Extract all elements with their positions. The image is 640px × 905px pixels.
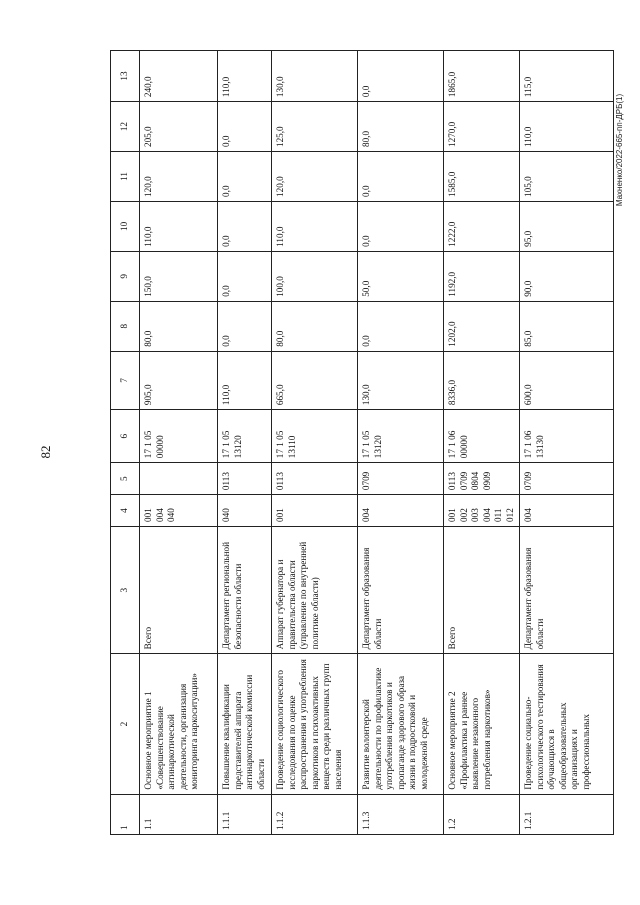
code-line: 001 <box>447 508 457 522</box>
table-row <box>358 51 444 835</box>
executor-cell: Департамент образования области <box>358 526 444 653</box>
table-row <box>272 51 358 835</box>
column-header: 9 <box>111 251 140 301</box>
code-line: 0113 <box>221 472 231 491</box>
code-line: 0113 <box>447 472 457 491</box>
year-amount-cell: 1202,0 <box>444 301 520 351</box>
target-article-cell: 17 1 06 00000 <box>444 410 520 463</box>
table-row <box>520 51 614 835</box>
year-amount-cell: 85,0 <box>520 301 614 351</box>
activity-name-cell: Проведение социально-психологического тестирования обучающихся в общеобразовательных организациях и профессиональных <box>520 654 614 794</box>
code-line: 004 <box>361 508 371 522</box>
column-header: 1 <box>111 794 140 834</box>
column-header: 2 <box>111 654 140 794</box>
column-header: 4 <box>111 495 140 527</box>
column-header: 10 <box>111 201 140 251</box>
year-amount-cell: 120,0 <box>140 152 218 202</box>
grbs-code-cell <box>520 495 614 527</box>
activity-name-cell: Повышение квалификации представителей аппарата антинаркотической комиссии области <box>218 654 272 794</box>
activity-name-cell: Основное мероприятие 2 «Профилактика и раннее выявление незаконного потребления наркотиков» <box>444 654 520 794</box>
year-amount-cell: 0,0 <box>358 51 444 102</box>
code-line: 0709 <box>523 471 533 491</box>
grbs-code-cell <box>140 495 218 527</box>
executor-cell: Департамент образования области <box>520 526 614 653</box>
year-amount-cell: 115,0 <box>520 51 614 102</box>
grbs-code-cell <box>272 495 358 527</box>
year-amount-cell: 110,0 <box>272 201 358 251</box>
total-amount-cell: 665,0 <box>272 351 358 409</box>
row-number-cell: 1.2.1 <box>520 794 614 834</box>
executor-cell: Аппарат губернатора и правительства области (управление по внутренней политике области) <box>272 526 358 653</box>
column-header: 12 <box>111 102 140 152</box>
column-header: 6 <box>111 410 140 463</box>
table-row <box>218 51 272 835</box>
target-article-cell: 17 1 05 00000 <box>140 410 218 463</box>
total-amount-cell: 130,0 <box>358 351 444 409</box>
year-amount-cell: 0,0 <box>218 251 272 301</box>
row-number-cell: 1.1.2 <box>272 794 358 834</box>
table-row <box>444 51 520 835</box>
grbs-code-cell <box>218 495 272 527</box>
code-line: 002 <box>458 508 469 522</box>
row-number-cell: 1.1 <box>140 794 218 834</box>
row-number-cell: 1.1.3 <box>358 794 444 834</box>
row-number-cell: 1.2 <box>444 794 520 834</box>
code-line: 001 <box>143 508 153 522</box>
total-amount-cell: 600,0 <box>520 351 614 409</box>
total-amount-cell: 8336,0 <box>444 351 520 409</box>
year-amount-cell: 80,0 <box>140 301 218 351</box>
code-line: 004 <box>523 508 533 522</box>
target-article-cell: 17 1 05 13110 <box>272 410 358 463</box>
column-header: 8 <box>111 301 140 351</box>
table-row <box>140 51 218 835</box>
target-article-cell: 17 1 05 13120 <box>358 410 444 463</box>
year-amount-cell: 110,0 <box>140 201 218 251</box>
activity-name-cell: Основное мероприятие 1 «Совершенствование антинаркотической деятельности, организация мониторинга наркоситуации» <box>140 654 218 794</box>
section-code-cell <box>358 463 444 495</box>
year-amount-cell: 1222,0 <box>444 201 520 251</box>
code-line: 0804 <box>470 471 480 491</box>
executor-cell: Департамент региональной безопасности области <box>218 526 272 653</box>
code-line: 011 <box>493 508 503 522</box>
total-amount-cell: 905,0 <box>140 351 218 409</box>
year-amount-cell: 50,0 <box>358 251 444 301</box>
column-header: 11 <box>111 152 140 202</box>
year-amount-cell: 95,0 <box>520 201 614 251</box>
year-amount-cell: 105,0 <box>520 152 614 202</box>
year-amount-cell: 205,0 <box>140 102 218 152</box>
code-line: 040 <box>221 508 231 522</box>
year-amount-cell: 130,0 <box>272 51 358 102</box>
year-amount-cell: 120,0 <box>272 152 358 202</box>
column-header: 7 <box>111 351 140 409</box>
year-amount-cell: 0,0 <box>218 152 272 202</box>
year-amount-cell: 110,0 <box>218 51 272 102</box>
target-article-cell: 17 1 06 13130 <box>520 410 614 463</box>
page-number: 82 <box>38 445 53 459</box>
code-line: 001 <box>275 508 285 522</box>
table-body <box>140 51 614 835</box>
code-line: 004 <box>481 508 492 522</box>
budget-table <box>110 50 614 835</box>
year-amount-cell: 0,0 <box>218 102 272 152</box>
code-line: 0113 <box>275 472 285 491</box>
year-amount-cell: 90,0 <box>520 251 614 301</box>
year-amount-cell: 0,0 <box>358 152 444 202</box>
column-header: 13 <box>111 51 140 102</box>
section-code-cell <box>520 463 614 495</box>
rotated-table-container <box>110 50 609 835</box>
code-line: 0709 <box>458 471 469 491</box>
code-line: 003 <box>470 508 480 522</box>
section-code-cell <box>218 463 272 495</box>
activity-name-cell: Проведение социологического исследования по оценке распространения и употребления наркотиков и психоактивных веществ среди различных групп населения <box>272 654 358 794</box>
year-amount-cell: 80,0 <box>358 102 444 152</box>
grbs-code-cell <box>444 495 520 527</box>
year-amount-cell: 1270,0 <box>444 102 520 152</box>
year-amount-cell: 1192,0 <box>444 251 520 301</box>
year-amount-cell: 80,0 <box>272 301 358 351</box>
code-line: 012 <box>504 508 515 522</box>
activity-name-cell: Развитие волонтерской деятельности по профилактике употребления наркотиков и пропаганде здорового образа жизни в подростковой и молодежной среде <box>358 654 444 794</box>
year-amount-cell: 1865,0 <box>444 51 520 102</box>
column-header: 5 <box>111 463 140 495</box>
code-line: 040 <box>166 508 176 522</box>
document-footer: Махненко/2022-665-пп-ДРБ(1) <box>615 93 624 207</box>
year-amount-cell: 240,0 <box>140 51 218 102</box>
header-row <box>111 51 140 835</box>
year-amount-cell: 150,0 <box>140 251 218 301</box>
section-code-cell <box>444 463 520 495</box>
year-amount-cell: 0,0 <box>218 301 272 351</box>
year-amount-cell: 100,0 <box>272 251 358 301</box>
year-amount-cell: 110,0 <box>520 102 614 152</box>
section-code-cell <box>140 463 218 495</box>
year-amount-cell: 1585,0 <box>444 152 520 202</box>
code-line: 0909 <box>481 471 492 491</box>
row-number-cell: 1.1.1 <box>218 794 272 834</box>
year-amount-cell: 0,0 <box>218 201 272 251</box>
grbs-code-cell <box>358 495 444 527</box>
executor-cell: Всего <box>140 526 218 653</box>
year-amount-cell: 125,0 <box>272 102 358 152</box>
year-amount-cell: 0,0 <box>358 301 444 351</box>
executor-cell: Всего <box>444 526 520 653</box>
total-amount-cell: 110,0 <box>218 351 272 409</box>
code-line: 004 <box>154 508 165 522</box>
code-line: 0709 <box>361 471 371 491</box>
column-header: 3 <box>111 526 140 653</box>
target-article-cell: 17 1 05 13120 <box>218 410 272 463</box>
section-code-cell <box>272 463 358 495</box>
year-amount-cell: 0,0 <box>358 201 444 251</box>
